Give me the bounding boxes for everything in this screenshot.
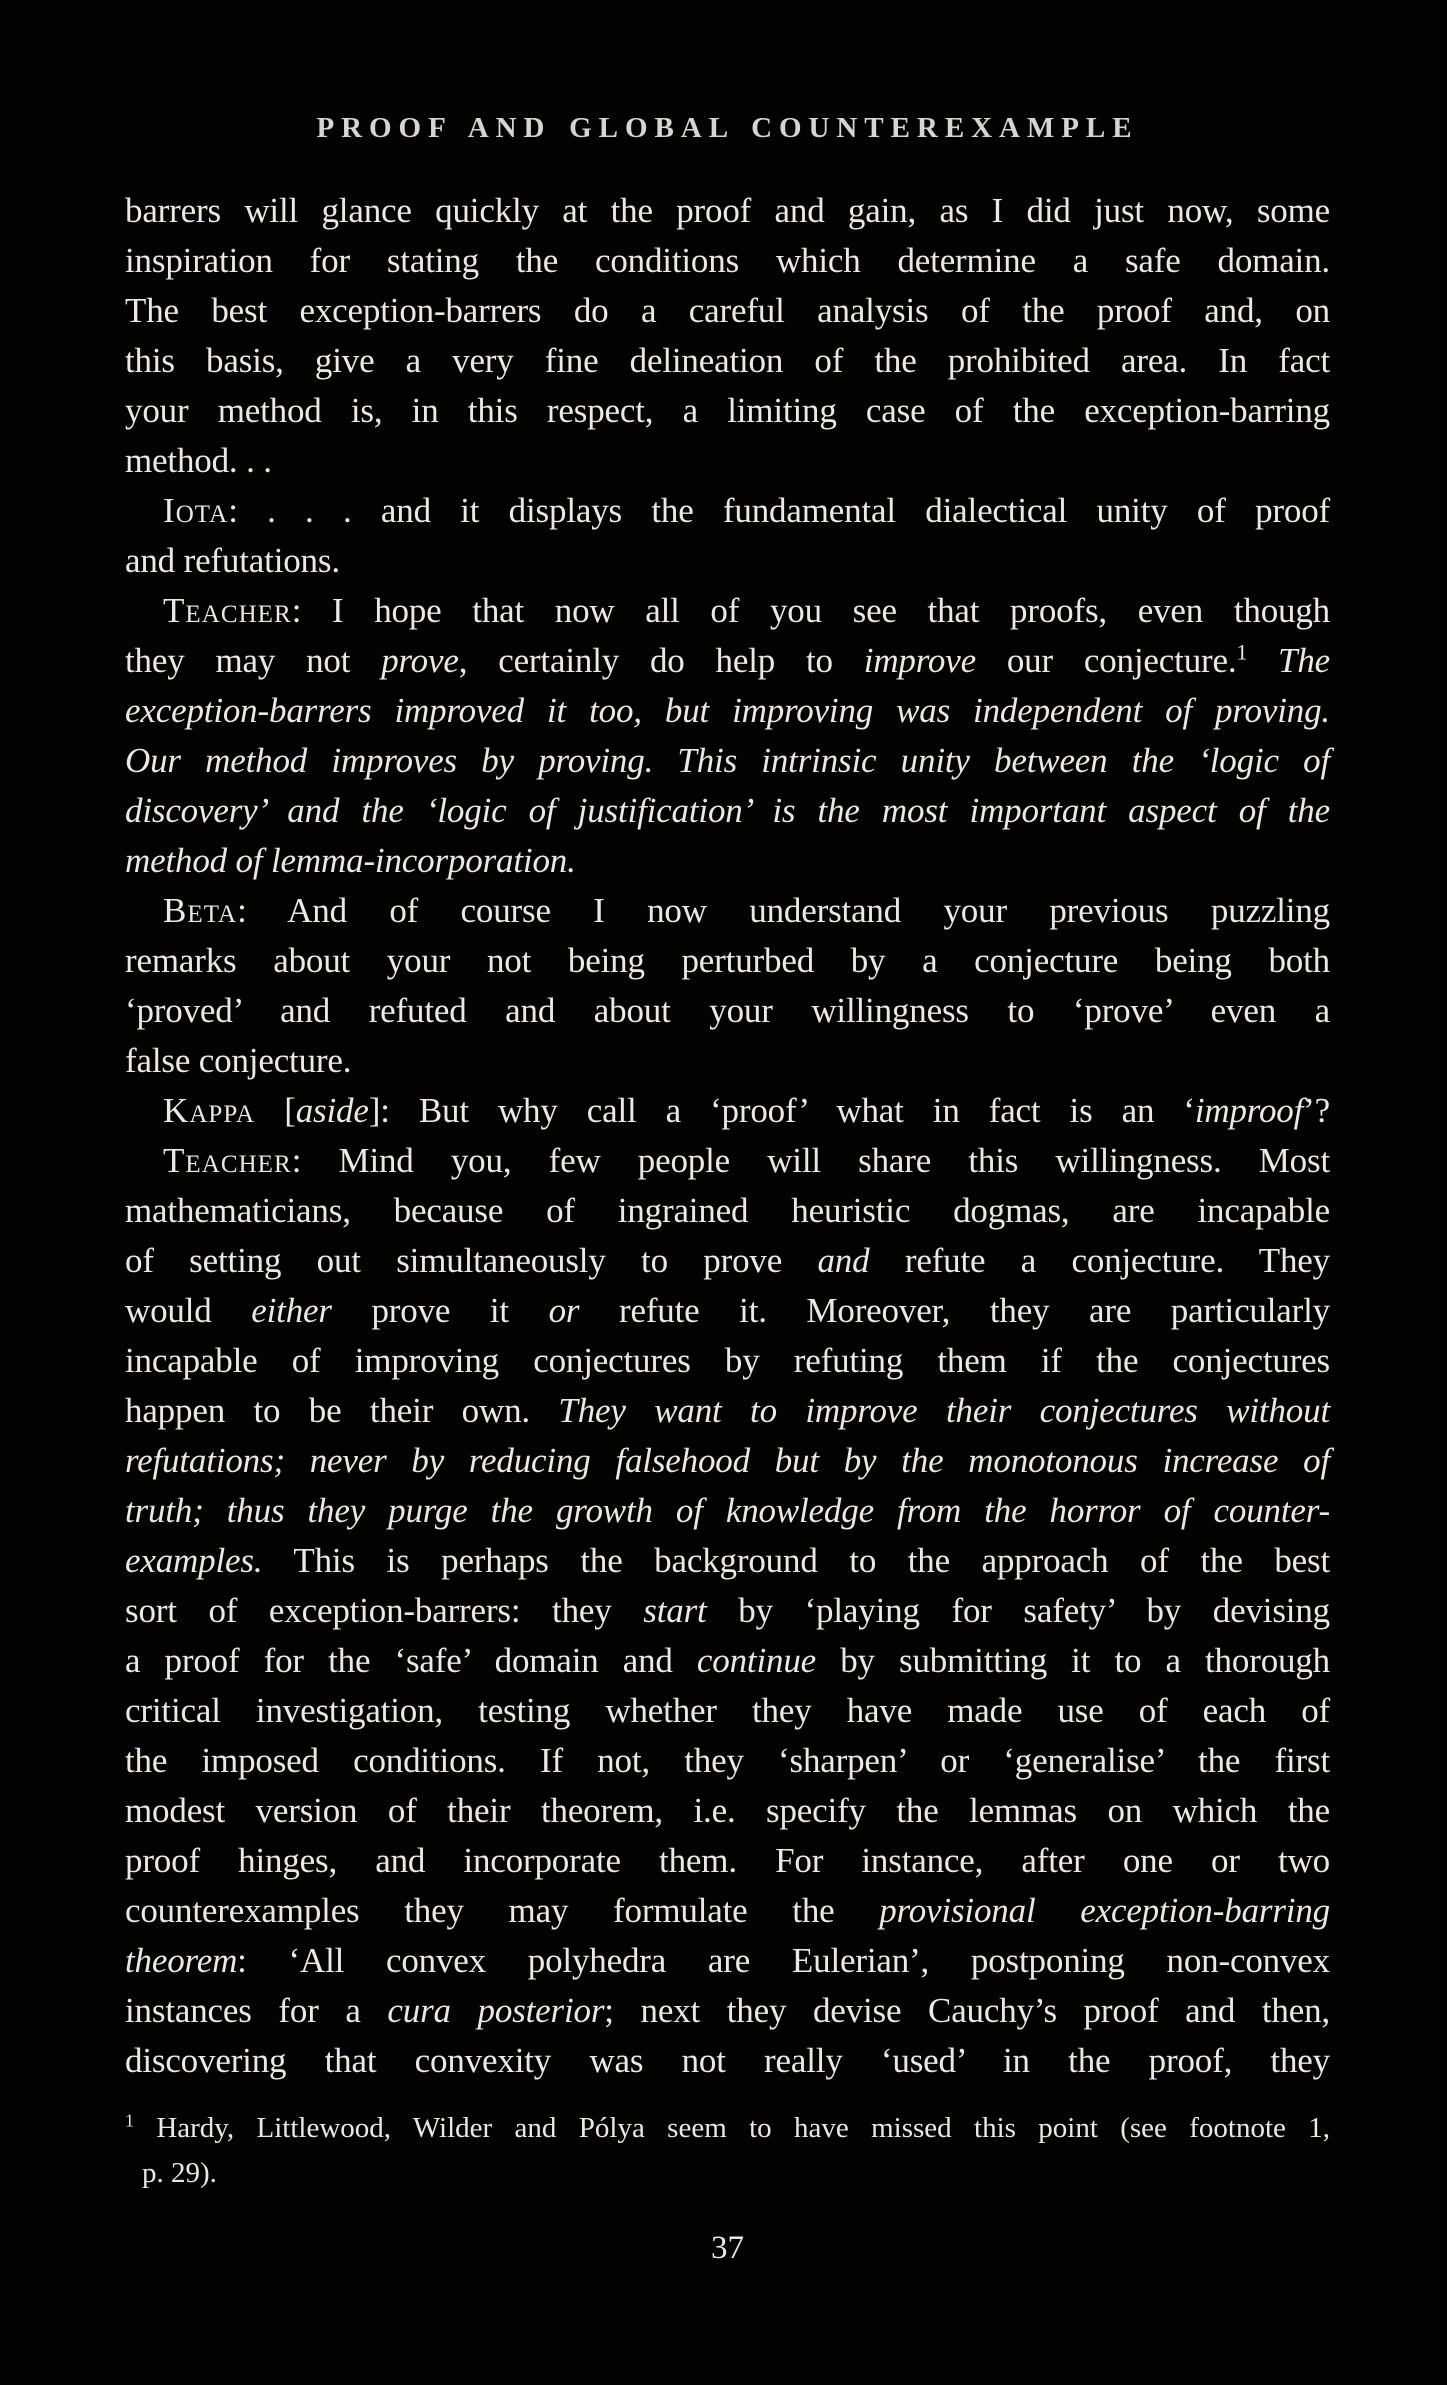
text-segment: : Mind you, few people will share this willingness. Most bbox=[291, 1141, 1330, 1180]
text-segment: our conjecture. bbox=[975, 641, 1237, 680]
text-segment: by submitting it to a thorough bbox=[816, 1641, 1330, 1680]
text-line bbox=[125, 386, 1330, 436]
text-segment: [ bbox=[255, 1091, 296, 1130]
text-segment: Hardy, Littlewood, Wilder and Pólya seem to have missed this point (see footnote 1, bbox=[133, 2112, 1330, 2144]
text-line bbox=[125, 1686, 1330, 1736]
text-line bbox=[125, 786, 1330, 836]
text-line bbox=[125, 1786, 1330, 1836]
text-segment: critical investigation, testing whether they have made use of each of bbox=[125, 1691, 1330, 1730]
text-line bbox=[125, 1386, 1330, 1436]
text-segment: The best exception-barrers do a careful analysis of the proof and, on bbox=[125, 291, 1330, 330]
text-line bbox=[125, 236, 1330, 286]
text-line bbox=[125, 1236, 1330, 1286]
text-line bbox=[125, 1586, 1330, 1636]
text-segment: a proof for the ‘safe’ domain and bbox=[125, 1641, 697, 1680]
text-line bbox=[125, 986, 1330, 1036]
text-line bbox=[125, 336, 1330, 386]
text-line bbox=[125, 1486, 1330, 1536]
text-segment: barrers will glance quickly at the proof and gain, as I did just now, some bbox=[125, 191, 1330, 230]
speaker-name: Teacher bbox=[163, 591, 292, 630]
text-segment: provisional exception-barring bbox=[879, 1891, 1330, 1930]
text-segment: mathematicians, because of ingrained heuristic dogmas, are incapable bbox=[125, 1191, 1330, 1230]
text-segment: and bbox=[817, 1241, 870, 1280]
text-line bbox=[125, 736, 1330, 786]
text-line bbox=[125, 1286, 1330, 1336]
text-segment: false conjecture. bbox=[125, 1041, 352, 1080]
text-segment: : . . . and it displays the fundamental dialectical unity of proof bbox=[228, 491, 1330, 530]
text-segment: start bbox=[643, 1591, 707, 1630]
text-segment: They want to improve their conjectures without bbox=[558, 1391, 1330, 1430]
text-segment: or bbox=[548, 1291, 580, 1330]
text-segment: refute it. Moreover, they are particularly bbox=[579, 1291, 1331, 1330]
text-line bbox=[125, 1836, 1330, 1886]
text-segment: ‘proved’ and refuted and about your willingness to ‘prove’ even a bbox=[125, 991, 1330, 1030]
text-line bbox=[125, 586, 1330, 636]
text-segment: refutations; never by reducing falsehood but by the monotonous increase of bbox=[125, 1441, 1330, 1480]
text-segment: prove it bbox=[331, 1291, 549, 1330]
text-line bbox=[125, 286, 1330, 336]
text-segment: discovering that convexity was not really ‘used’ in the proof, they bbox=[125, 2041, 1330, 2080]
text-segment: truth; thus they purge the growth of knowledge from the horror of counter- bbox=[125, 1491, 1330, 1530]
text-line bbox=[125, 1936, 1330, 1986]
text-line bbox=[125, 2036, 1330, 2086]
text-segment: ’? bbox=[1303, 1091, 1330, 1130]
text-line bbox=[125, 1886, 1330, 1936]
text-line bbox=[125, 2106, 1330, 2151]
text-segment: discovery’ and the ‘logic of justification’ is the most important aspect of the bbox=[125, 791, 1330, 830]
text-segment: and refutations. bbox=[125, 541, 340, 580]
text-segment: , certainly do help to bbox=[458, 641, 864, 680]
text-segment: happen to be their own. bbox=[125, 1391, 559, 1430]
speaker-name: Teacher bbox=[163, 1141, 292, 1180]
text-segment: This is perhaps the background to the approach of the best bbox=[262, 1541, 1330, 1580]
text-segment: your method is, in this respect, a limiting case of the exception-barring bbox=[125, 391, 1330, 430]
speaker-name: Beta bbox=[163, 891, 238, 930]
text-line bbox=[125, 1086, 1330, 1136]
text-line bbox=[125, 936, 1330, 986]
speaker-name: Kappa bbox=[163, 1091, 256, 1130]
text-segment bbox=[1247, 641, 1278, 680]
text-line bbox=[125, 1536, 1330, 1586]
text-segment: sort of exception-barrers: they bbox=[125, 1591, 644, 1630]
body-text bbox=[125, 186, 1330, 2086]
text-segment: prove bbox=[381, 641, 459, 680]
text-segment: modest version of their theorem, i.e. specify the lemmas on which the bbox=[125, 1791, 1330, 1830]
text-segment: theorem bbox=[125, 1941, 238, 1980]
text-segment: : ‘All convex polyhedra are Eulerian’, postponing non-convex bbox=[237, 1941, 1330, 1980]
text-line bbox=[125, 836, 1330, 886]
text-segment: exception-barrers improved it too, but improving was independent of proving. bbox=[125, 691, 1330, 730]
text-segment: method. . . bbox=[125, 441, 272, 480]
text-segment: remarks about your not being perturbed by a conjecture being both bbox=[125, 941, 1330, 980]
text-segment: : And of course I now understand your previous puzzling bbox=[237, 891, 1330, 930]
text-segment: The bbox=[1278, 641, 1331, 680]
text-segment: they may not bbox=[125, 641, 382, 680]
text-line bbox=[125, 186, 1330, 236]
text-line bbox=[125, 686, 1330, 736]
text-segment: continue bbox=[696, 1641, 817, 1680]
text-segment: improof bbox=[1194, 1091, 1304, 1130]
text-segment: examples. bbox=[125, 1541, 263, 1580]
text-segment: improve bbox=[863, 641, 976, 680]
text-line bbox=[125, 1186, 1330, 1236]
text-line bbox=[125, 2151, 1330, 2196]
text-line bbox=[125, 486, 1330, 536]
text-segment: refute a conjecture. They bbox=[869, 1241, 1330, 1280]
text-segment: proof hinges, and incorporate them. For instance, after one or two bbox=[125, 1841, 1330, 1880]
text-segment: p. 29). bbox=[142, 2157, 217, 2189]
text-segment: cura posterior bbox=[387, 1991, 605, 2030]
text-segment: counterexamples they may formulate the bbox=[125, 1891, 880, 1930]
running-head: PROOF AND GLOBAL COUNTEREXAMPLE bbox=[316, 112, 1139, 144]
text-segment: instances for a bbox=[125, 1991, 388, 2030]
footnote-marker: 1 bbox=[125, 2110, 134, 2131]
text-line bbox=[125, 1636, 1330, 1686]
text-line bbox=[125, 636, 1330, 686]
text-segment: this basis, give a very fine delineation of the prohibited area. In fact bbox=[125, 341, 1330, 380]
text-line bbox=[125, 1036, 1330, 1086]
text-line bbox=[125, 1136, 1330, 1186]
text-segment: Our method improves by proving. This intrinsic unity between the ‘logic of bbox=[125, 741, 1330, 780]
text-segment: method of lemma-incorporation. bbox=[125, 841, 576, 880]
text-line bbox=[125, 1336, 1330, 1386]
text-segment: : I hope that now all of you see that proofs, even though bbox=[291, 591, 1330, 630]
text-line bbox=[125, 1436, 1330, 1486]
text-segment: either bbox=[251, 1291, 332, 1330]
text-segment: incapable of improving conjectures by refuting them if the conjectures bbox=[125, 1341, 1330, 1380]
text-segment: ; next they devise Cauchy’s proof and then, bbox=[604, 1991, 1330, 2030]
text-line bbox=[125, 436, 1330, 486]
text-segment: the imposed conditions. If not, they ‘sharpen’ or ‘generalise’ the first bbox=[125, 1741, 1330, 1780]
text-segment: aside bbox=[295, 1091, 369, 1130]
text-segment: inspiration for stating the conditions which determine a safe domain. bbox=[125, 241, 1330, 280]
text-line bbox=[125, 536, 1330, 586]
text-line bbox=[125, 886, 1330, 936]
page-number: 37 bbox=[711, 2230, 744, 2266]
text-segment: ]: But why call a ‘proof’ what in fact is an ‘ bbox=[368, 1091, 1195, 1130]
text-segment: by ‘playing for safety’ by devising bbox=[706, 1591, 1330, 1630]
footnote-marker: 1 bbox=[1236, 640, 1248, 665]
text-line bbox=[125, 1986, 1330, 2036]
text-segment: of setting out simultaneously to prove bbox=[125, 1241, 818, 1280]
text-segment: would bbox=[125, 1291, 252, 1330]
text-line bbox=[125, 1736, 1330, 1786]
speaker-name: Iota bbox=[163, 491, 229, 530]
footnote bbox=[125, 2106, 1330, 2196]
